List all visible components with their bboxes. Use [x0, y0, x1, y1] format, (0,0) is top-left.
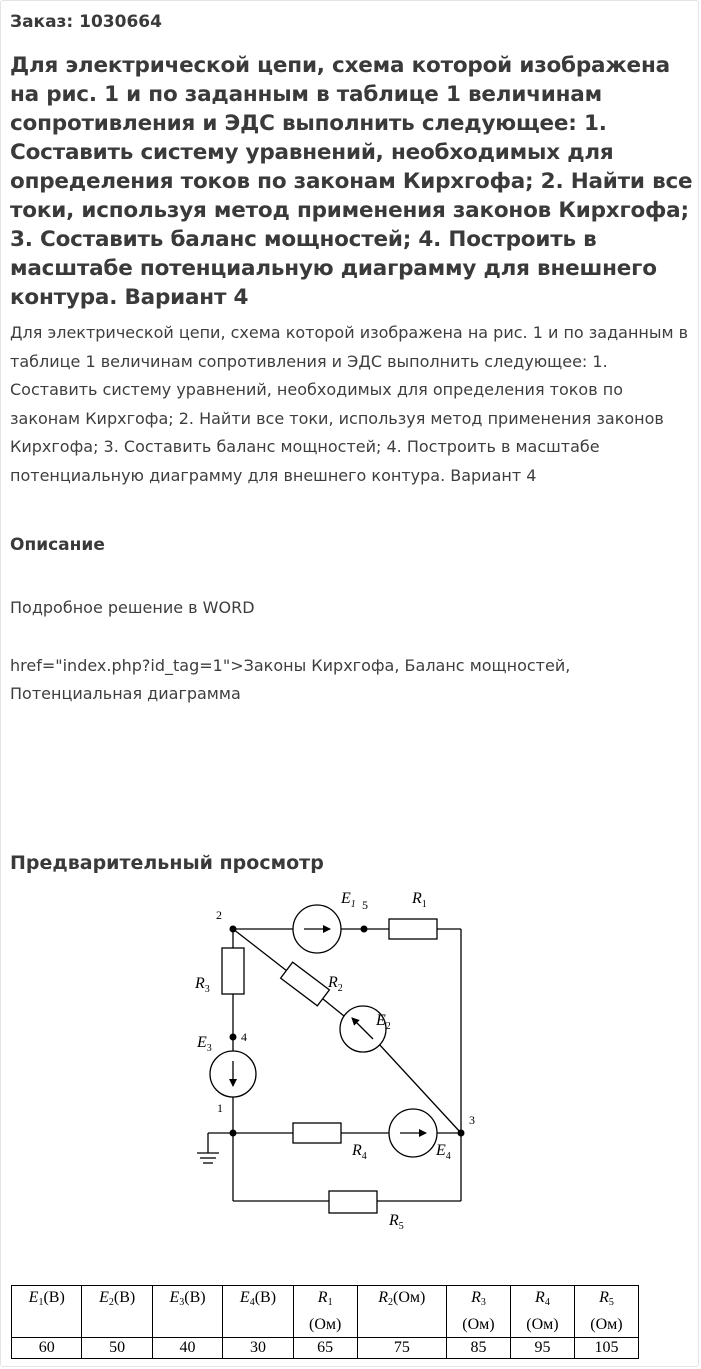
resistor-r3: [222, 948, 244, 994]
table-values-row: [12, 1338, 639, 1359]
description-line-2: href="index.php?id_tag=1">Законы Кирхгофа, Баланс мощностей, Потенциальная диаграмма: [10, 656, 571, 703]
table-cell: 75: [357, 1338, 446, 1359]
table-header-row: [12, 1286, 639, 1338]
preview-heading: Предварительный просмотр: [10, 852, 324, 874]
task-text: Для электрической цепи, схема которой изображена на рис. 1 и по заданным в таблице 1 величинам сопротивления и ЭДС выполнить следующее: 1. Составить систему уравнений, необходимых для определения токов по законам Кирхгофа; 2. Найти все токи, используя метод применения законов Кирхгофа; 3. Составить баланс мощностей; 4. Построить в масштабе потенциальную диаграмму для внешнего контура. Вариант 4: [10, 323, 689, 485]
table-header-cell: $R_5$ (Ом): [574, 1286, 638, 1338]
e4-label: $E_4$: [436, 1142, 451, 1162]
table-header-cell: $R_3$ (Ом): [446, 1286, 510, 1338]
order-number: Заказ: 1030664: [10, 12, 162, 32]
table-header-cell: $R_4$ (Ом): [510, 1286, 574, 1338]
description-line-1: Подробное решение в WORD: [10, 598, 255, 617]
table-cell: 105: [574, 1338, 638, 1359]
resistor-r4: [293, 1123, 341, 1143]
description-heading: Описание: [10, 535, 105, 555]
r1-label: $R_1$: [412, 890, 427, 910]
emf-source-e1: [293, 905, 341, 953]
e2-label: $E_2$: [376, 1012, 391, 1032]
table-header-cell: $R_1$ (Ом): [293, 1286, 357, 1338]
resistor-r5: [329, 1191, 377, 1213]
table-cell: 60: [12, 1338, 82, 1359]
e1-label: $E_1$: [341, 890, 356, 910]
page-title: Для электрической цепи, схема которой изображена на рис. 1 и по заданным в таблице 1 величинам сопротивления и ЭДС выполнить следующее: 1. Составить систему уравнений, необходимых для определения токов по законам Кирхгофа; 2. Найти все токи, используя метод применения законов Кирхгофа; 3. Составить баланс мощностей; 4. Построить в масштабе потенциальную диаграмму для внешнего контура. Вариант 4: [10, 53, 693, 310]
table-header-cell: $E_2(В)$: [82, 1286, 152, 1338]
table-cell: 40: [152, 1338, 222, 1359]
node-4-label: 4: [241, 1030, 247, 1044]
resistor-r2: [281, 962, 330, 1006]
r4-label: $R_4$: [352, 1142, 367, 1162]
table-header-cell: $E_4(В)$: [223, 1286, 293, 1338]
table-cell: 85: [446, 1338, 510, 1359]
table-header-cell: $E_1(В)$: [12, 1286, 82, 1338]
table-cell: 30: [223, 1338, 293, 1359]
parameters-table: [11, 1285, 639, 1359]
table-header-cell: $R_2(Ом)$: [357, 1286, 446, 1338]
resistor-r1: [389, 919, 437, 939]
table-header-cell: $E_3(В)$: [152, 1286, 222, 1338]
table-cell: 50: [82, 1338, 152, 1359]
node-5-label: 5: [362, 898, 368, 912]
e3-label: $E_3$: [197, 1034, 212, 1054]
r3-label: $R_3$: [195, 975, 210, 995]
emf-source-e4: [389, 1109, 437, 1157]
emf-source-e3: [210, 1051, 256, 1097]
table-cell: 95: [510, 1338, 574, 1359]
node-2-label: 2: [216, 908, 222, 922]
r2-label: $R_2$: [328, 974, 343, 994]
node-3-label: 3: [469, 1113, 475, 1127]
node-1-label: 1: [217, 1101, 223, 1115]
circuit-diagram: [1, 881, 701, 1231]
r5-label: $R_5$: [389, 1212, 404, 1231]
table-cell: 65: [293, 1338, 357, 1359]
